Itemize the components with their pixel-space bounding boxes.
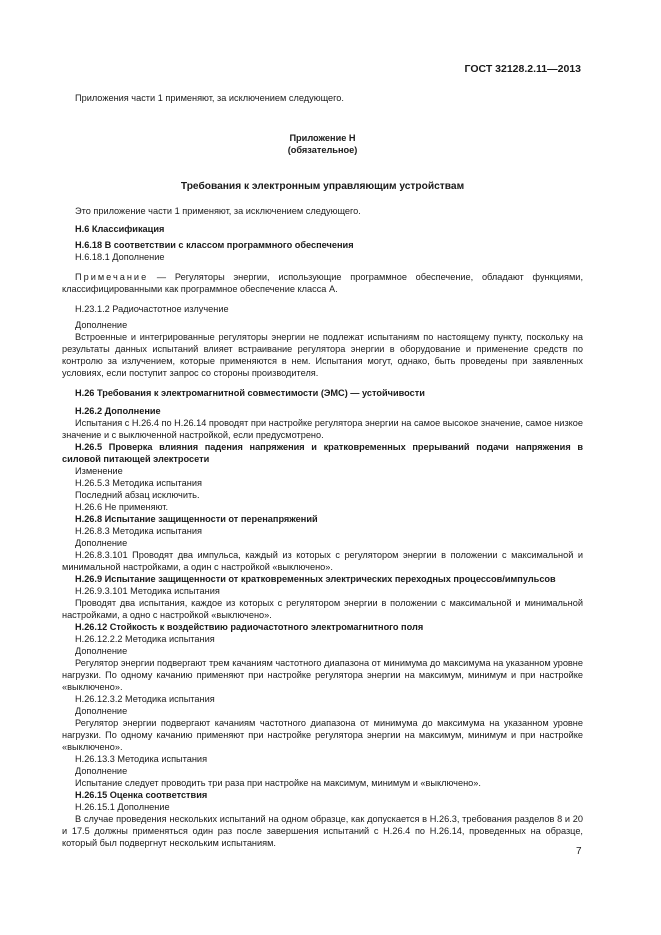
page-content xyxy=(62,92,583,849)
clause-heading: Н.26.9 Испытание защищенности от кратковременных электрических переходных процессов/импульсов xyxy=(75,574,556,584)
paragraph: Проводят два испытания, каждое из которых с регулятором энергии в положении с максимальной и минимальной настройками, а одно с настройкой «выключено». xyxy=(62,598,583,620)
clause-heading: Н.26.12 Стойкость к воздействию радиочастотного электромагнитного поля xyxy=(75,622,424,632)
paragraph: Н.23.1.2 Радиочастотное излучение xyxy=(75,304,229,314)
appendix-title: Приложение Н xyxy=(289,133,356,143)
clause-heading: Н.26.8 Испытание защищенности от перенапряжений xyxy=(75,514,318,524)
paragraph: Н.26.8.3 Методика испытания xyxy=(75,526,202,536)
paragraph: Последний абзац исключить. xyxy=(75,490,200,500)
appendix-heading xyxy=(62,132,583,156)
clause-heading: Н.6 Классификация xyxy=(75,224,165,234)
paragraph: Регулятор энергии подвергают трем качаниям частотного диапазона от минимума до максимума на указанном уровне нагрузки. По одному качанию применяют при настройке регулятора энергии на максимум, минимум и при настройке «выключено». xyxy=(62,658,583,692)
section-title: Требования к электронным управляющим устройствам xyxy=(180,181,465,192)
clause-heading: Н.26.15 Оценка соответствия xyxy=(75,790,208,800)
paragraph: Это приложение части 1 применяют, за исключением следующего. xyxy=(75,206,361,216)
paragraph: Изменение xyxy=(75,466,123,476)
paragraph: Дополнение xyxy=(75,320,128,330)
note-label: Примечание xyxy=(75,272,149,282)
paragraph: Дополнение xyxy=(75,538,128,548)
paragraph: Дополнение xyxy=(75,766,128,776)
paragraph: Н.26.13.3 Методика испытания xyxy=(75,754,208,764)
paragraph: В случае проведения нескольких испытаний на одном образце, как допускается в Н.26.3, требования разделов 8 и 20 и 17.5 должны применяться один раз после завершения испытаний с Н.26.4 по Н.26.14, проведенных на образце, который был подвергнут нескольким испытаниям. xyxy=(62,814,583,848)
clause-heading: Н.26.2 Дополнение xyxy=(75,406,161,416)
paragraph: Н.26.6 Не применяют. xyxy=(75,502,169,512)
paragraph: Н.26.12.3.2 Методика испытания xyxy=(75,694,215,704)
paragraph: Н.26.15.1 Дополнение xyxy=(75,802,170,812)
paragraph: Дополнение xyxy=(75,706,128,716)
paragraph: Н.26.12.2.2 Методика испытания xyxy=(75,634,215,644)
paragraph: Н.26.9.3.101 Методика испытания xyxy=(75,586,220,596)
intro-text: Приложения части 1 применяют, за исключением следующего. xyxy=(75,93,344,103)
paragraph: Дополнение xyxy=(75,646,128,656)
paragraph: Н.26.8.3.101 Проводят два импульса, каждый из которых с регулятором энергии в положении с максимальной и минимальной настройками, а один с настройкой «выключено». xyxy=(62,550,583,572)
paragraph: Н.6.18.1 Дополнение xyxy=(75,252,165,262)
paragraph: Испытание следует проводить три раза при настройке на максимум, минимум и «выключено». xyxy=(75,778,481,788)
paragraph: Испытания с Н.26.4 по Н.26.14 проводят при настройке регулятора энергии на самое высокое значение, самое низкое значение и с выключенной настройкой, если предусмотрено. xyxy=(62,418,583,440)
paragraph: Регулятор энергии подвергают качаниям частотного диапазона от минимума до максимума на указанном уровне нагрузки. По одному качанию применяют при настройке регулятора энергии на максимум, минимум и при настройке «выключено». xyxy=(62,718,583,752)
paragraph: Н.26.5.3 Методика испытания xyxy=(75,478,202,488)
clause-heading: Н.26.5 Проверка влияния падения напряжения и кратковременных прерываний подачи напряжения в силовой питающей электросети xyxy=(62,442,583,464)
appendix-subtitle: (обязательное) xyxy=(287,145,358,155)
clause-heading: Н.6.18 В соответствии с классом программного обеспечения xyxy=(75,240,354,250)
document-number: ГОСТ 32128.2.11—2013 xyxy=(464,63,581,75)
note-text: — Регуляторы энергии, использующие программное обеспечение, обладают функциями, классифицированными как программное обеспечение класса А. xyxy=(62,272,583,294)
page-number: 7 xyxy=(576,846,582,857)
note xyxy=(62,271,583,295)
paragraph: Встроенные и интегрированные регуляторы энергии не подлежат испытаниям по настоящему пункту, поскольку на результаты данных испытаний влияет встраивание регулятора энергии в оборудование и применение средств по контролю за излучением, которые применяются в нем. Испытания могут, однако, быть проведены при заявленных условиях, если поступит запрос со стороны производителя. xyxy=(62,332,583,378)
clause-heading: Н.26 Требования к электромагнитной совместимости (ЭМС) — устойчивости xyxy=(75,388,425,398)
